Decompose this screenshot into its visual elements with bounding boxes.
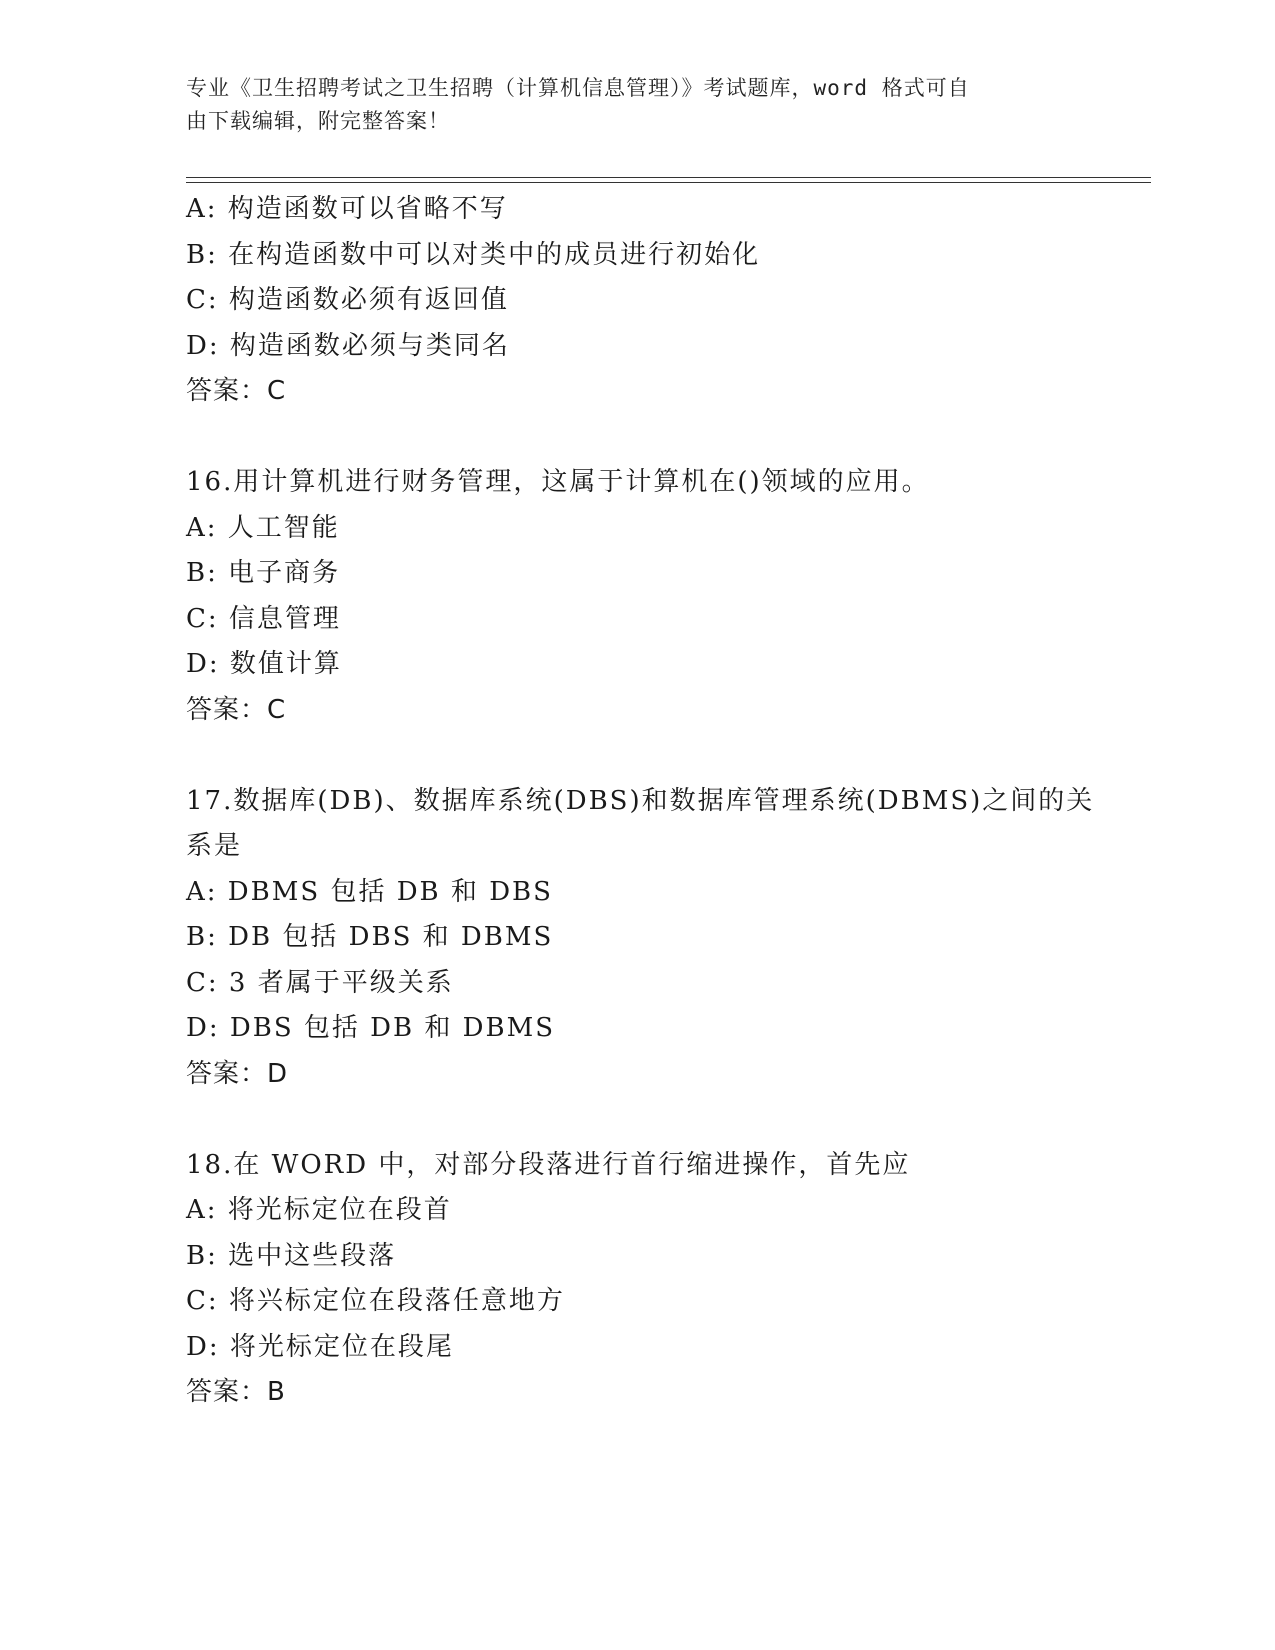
question-stem: 17.数据库(DB)、数据库系统(DBS)和数据库管理系统(DBMS)之间的关 bbox=[186, 785, 1095, 816]
question-stem-continued: 系是 bbox=[186, 831, 243, 861]
question-list bbox=[186, 187, 1095, 1416]
question-15-continued bbox=[186, 187, 1086, 415]
option-a: A: 将光标定位在段首 bbox=[186, 1195, 452, 1225]
option-c: C: 信息管理 bbox=[186, 603, 341, 634]
question-18 bbox=[186, 1143, 1086, 1416]
option-a: A: 构造函数可以省略不写 bbox=[186, 194, 508, 224]
answer: 答案：C bbox=[186, 376, 287, 406]
question-16 bbox=[186, 460, 1086, 733]
question-stem: 18.在 WORD 中，对部分段落进行首行缩进操作，首先应 bbox=[186, 1149, 911, 1180]
option-b: B: 电子商务 bbox=[186, 558, 341, 588]
option-b: B: DB 包括 DBS 和 DBMS bbox=[186, 922, 554, 952]
document-header bbox=[186, 72, 1066, 138]
spacer bbox=[186, 415, 1086, 461]
option-d: D: DBS 包括 DB 和 DBMS bbox=[186, 1013, 556, 1043]
option-c: C: 3 者属于平级关系 bbox=[186, 967, 454, 998]
answer: 答案：B bbox=[186, 1377, 286, 1407]
question-17 bbox=[186, 779, 1095, 1098]
option-a: A: 人工智能 bbox=[186, 512, 340, 543]
answer: 答案：C bbox=[186, 694, 287, 725]
option-b: B: 选中这些段落 bbox=[186, 1240, 397, 1271]
header-rule-bottom bbox=[186, 182, 1151, 183]
option-b: B: 在构造函数中可以对类中的成员进行初始化 bbox=[186, 239, 761, 270]
spacer bbox=[186, 733, 1086, 779]
option-c: C: 将兴标定位在段落任意地方 bbox=[186, 1286, 565, 1316]
option-a: A: DBMS 包括 DB 和 DBS bbox=[186, 876, 553, 907]
option-d: D: 数值计算 bbox=[186, 649, 342, 679]
spacer bbox=[186, 1097, 1086, 1143]
question-stem: 16.用计算机进行财务管理，这属于计算机在()领域的应用。 bbox=[186, 467, 930, 497]
header-line-1: 专业《卫生招聘考试之卫生招聘（计算机信息管理）》考试题库，word 格式可自 bbox=[186, 76, 970, 100]
header-rule-top bbox=[186, 177, 1151, 178]
option-d: D: 构造函数必须与类同名 bbox=[186, 330, 510, 361]
option-d: D: 将光标定位在段尾 bbox=[186, 1331, 454, 1362]
answer: 答案：D bbox=[186, 1058, 289, 1089]
header-line-2: 由下载编辑，附完整答案！ bbox=[186, 109, 450, 133]
option-c: C: 构造函数必须有返回值 bbox=[186, 285, 509, 315]
